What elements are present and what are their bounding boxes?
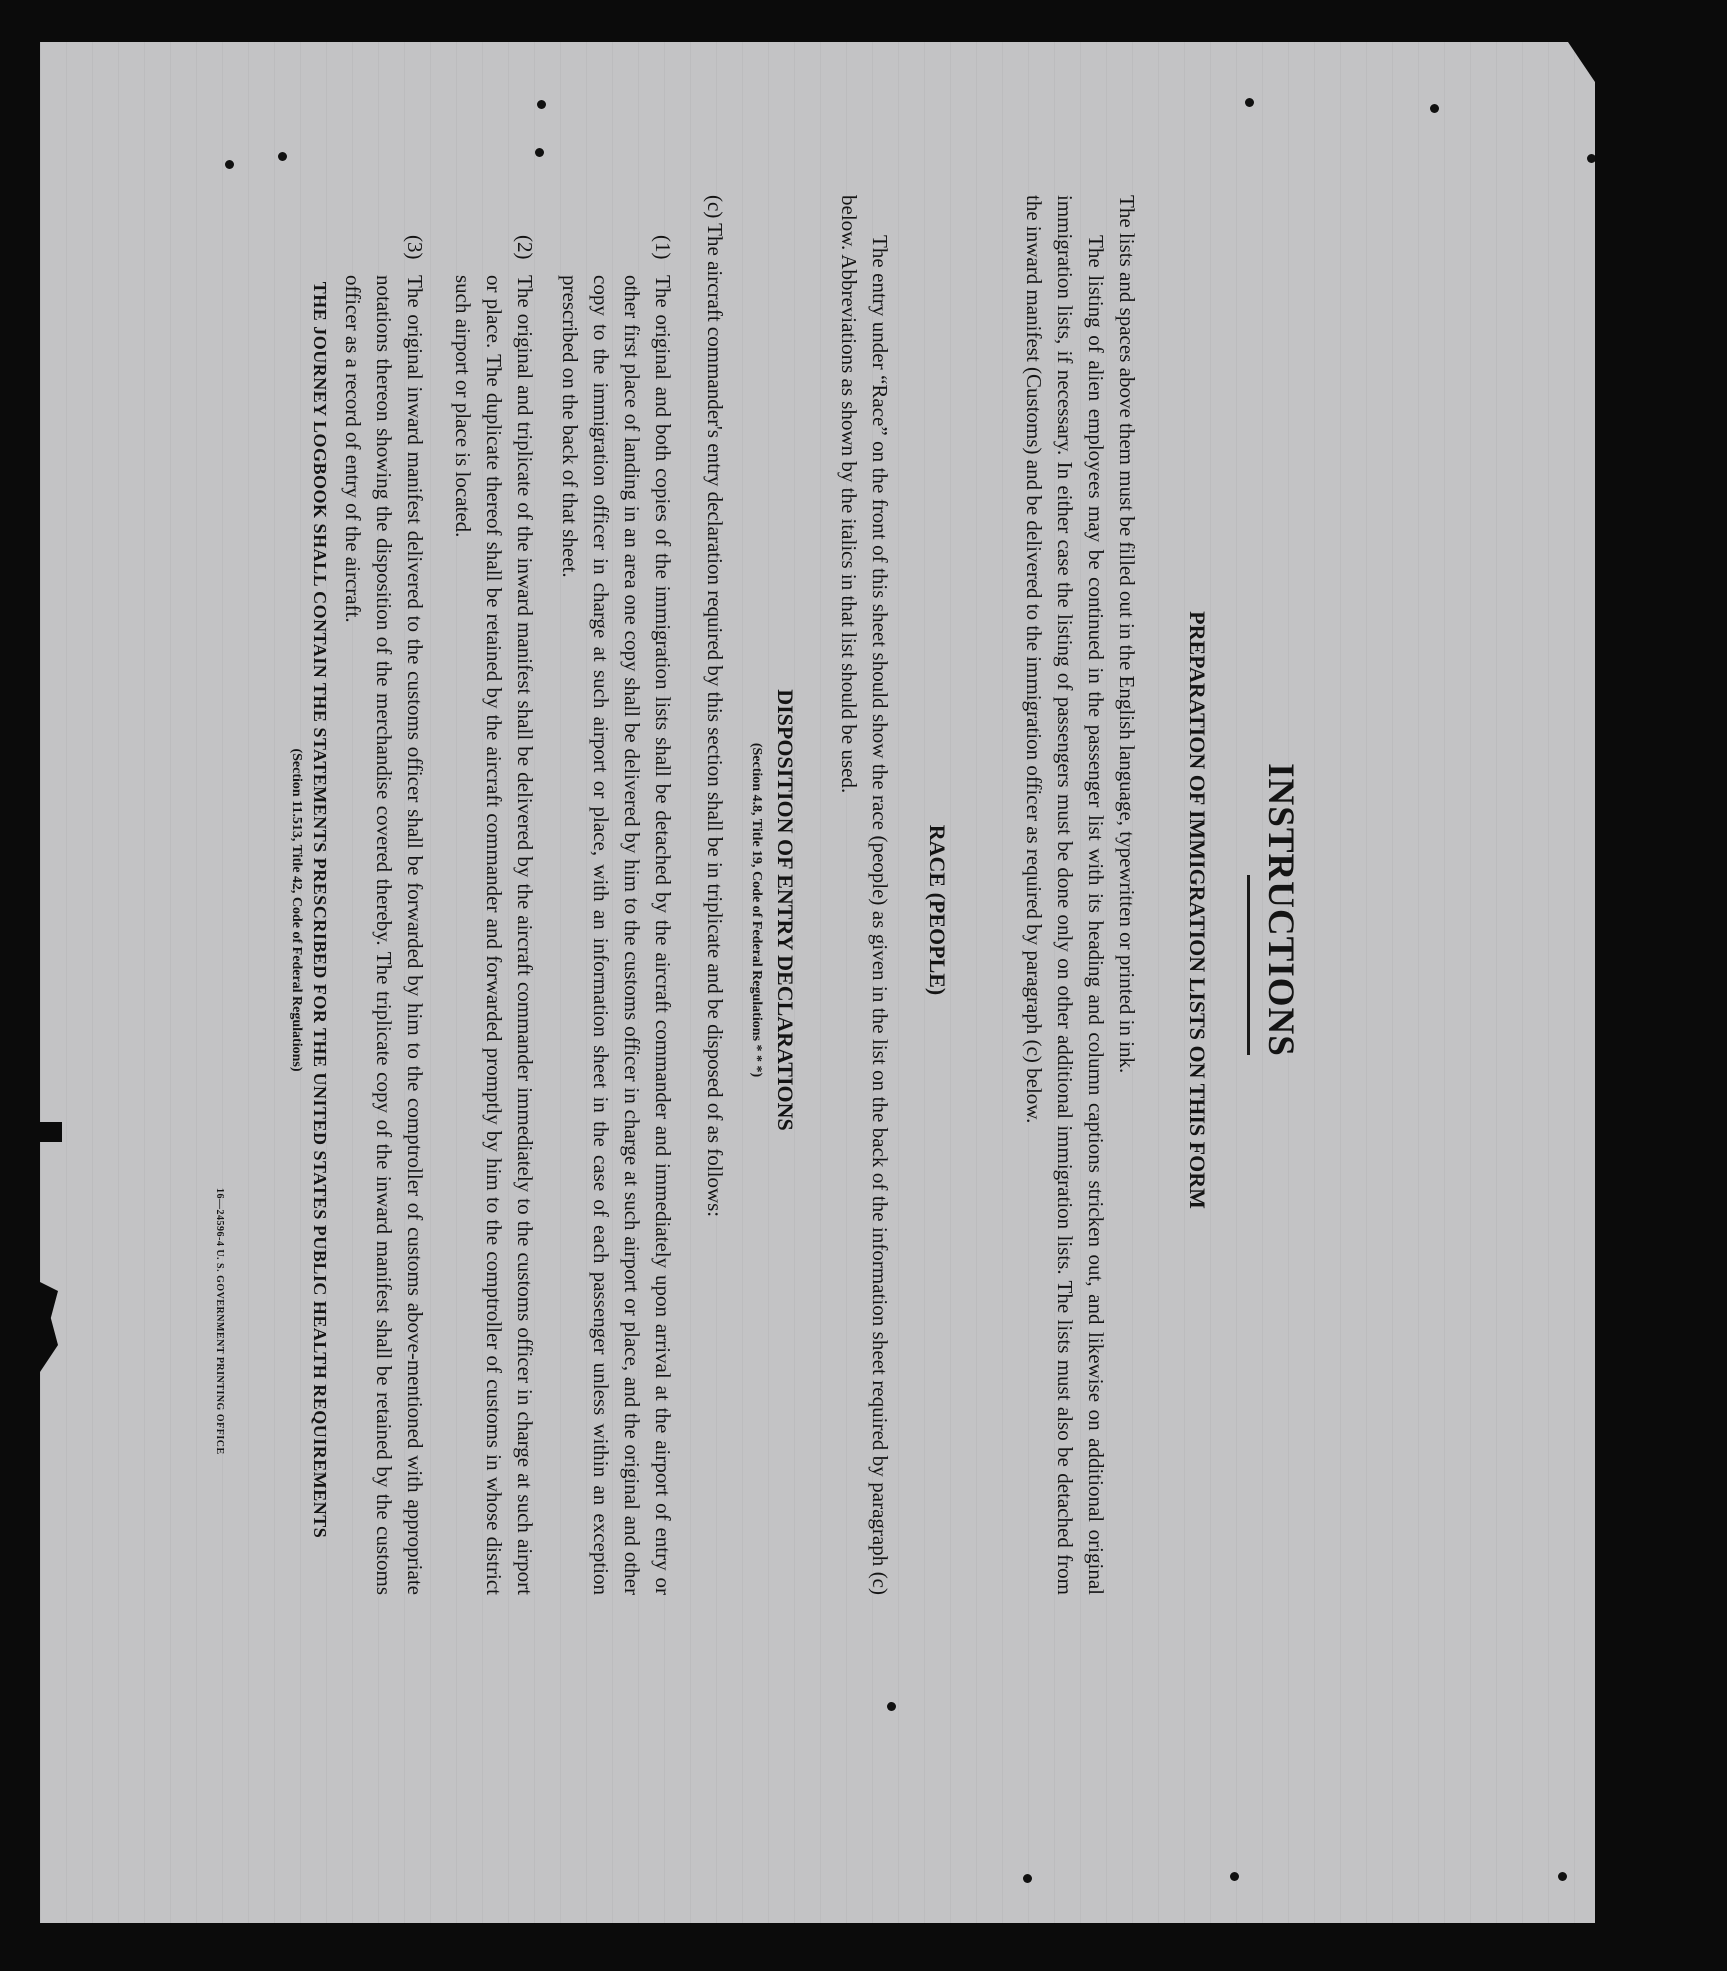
section-heading-preparation: PREPARATION OF IMMIGRATION LISTS ON THIS FORM <box>1185 611 1210 1209</box>
speck <box>887 1702 896 1711</box>
list-item-text: The original and triplicate of the inward manifest shall be delivered by the aircraft commander immediately to the customs officer in charge at such airport or place. The duplicate thereof shall be retained by the aircraft commander and forwarded promptly by him to the comptroller of customs in whose district such airport or place is located. <box>451 275 537 1595</box>
list-item-number: (3) <box>403 235 427 260</box>
speck <box>1587 154 1595 163</box>
list-item-number: (1) <box>651 235 675 260</box>
list-item-text: The original inward manifest delivered to the customs officer shall be forwarded by him to the comptroller of customs above-mentioned with appropriate notations thereon showing the disposition of the merchandise covered thereby. The triplicate copy of the inward manifest shall be retained by the customs officer as a record of entry of the aircraft. <box>341 275 427 1595</box>
speck <box>1430 104 1439 113</box>
page-title: INSTRUCTIONS <box>1260 763 1301 1057</box>
paragraph-lists-language: The lists and spaces above them must be filled out in the English language, typewritten or printed in ink. <box>1115 195 1139 1074</box>
paragraph-race-entry: The entry under “Race” on the front of this sheet should show the race (people) as given in the list on the back of the information sheet required by paragraph (c) below. Abbreviations as shown by the italics in that list should be used. <box>837 195 892 1595</box>
citation-section-4-8: (Section 4.8, Title 19, Code of Federal Regulations * * *) <box>749 742 764 1078</box>
torn-edge <box>1568 42 1595 82</box>
speck <box>1023 1874 1032 1883</box>
paragraph-listing-alien-employees: The listing of alien employees may be continued in the passenger list with its heading and column captions stricken out, and likewise on additional original immigration lists, if necessary. In either case the listing of passengers must be done only on other additional immigration lists. The lists must also be detached from the inward manifest (Customs) and be delivered to the immigration officer as required by paragraph (c) below. <box>1022 195 1108 1595</box>
speck <box>1245 98 1254 107</box>
printer-mark: 16—24596-4 U. S. GOVERNMENT PRINTING OFFICE <box>214 1188 225 1455</box>
title-rule <box>1247 875 1250 1055</box>
torn-edge <box>40 1122 62 1142</box>
speck <box>1558 1872 1567 1881</box>
speck <box>537 100 546 109</box>
footer-journey-logbook: THE JOURNEY LOGBOOK SHALL CONTAIN THE STATEMENTS PRESCRIBED FOR THE UNITED STATES PUBLIC HEALTH REQUIREMENTS <box>310 281 330 1539</box>
section-heading-disposition: DISPOSITION OF ENTRY DECLARATIONS <box>773 689 798 1131</box>
rotated-content <box>80 130 1420 1690</box>
paragraph-c-intro: (c) The aircraft commander's entry declaration required by this section shall be in triplicate and be disposed of as follows: <box>703 195 727 1218</box>
list-item-number: (2) <box>513 235 537 260</box>
speck <box>1230 1872 1239 1881</box>
list-item-text: The original and both copies of the immigration lists shall be detached by the aircraft commander and immediately upon arrival at the airport of entry or other first place of landing in an area one copy shall be delivered by him to the customs officer in charge at such airport or place, and the original and other copy to the immigration officer in charge at such airport or place, with an information sheet in the case of each passenger unless within an exception prescribed on the back of that sheet. <box>558 275 675 1595</box>
torn-edge <box>40 1282 58 1372</box>
section-heading-race: RACE (PEOPLE) <box>925 824 950 996</box>
footer-citation: (Section 11.513, Title 42, Code of Federal Regulations) <box>289 748 304 1072</box>
